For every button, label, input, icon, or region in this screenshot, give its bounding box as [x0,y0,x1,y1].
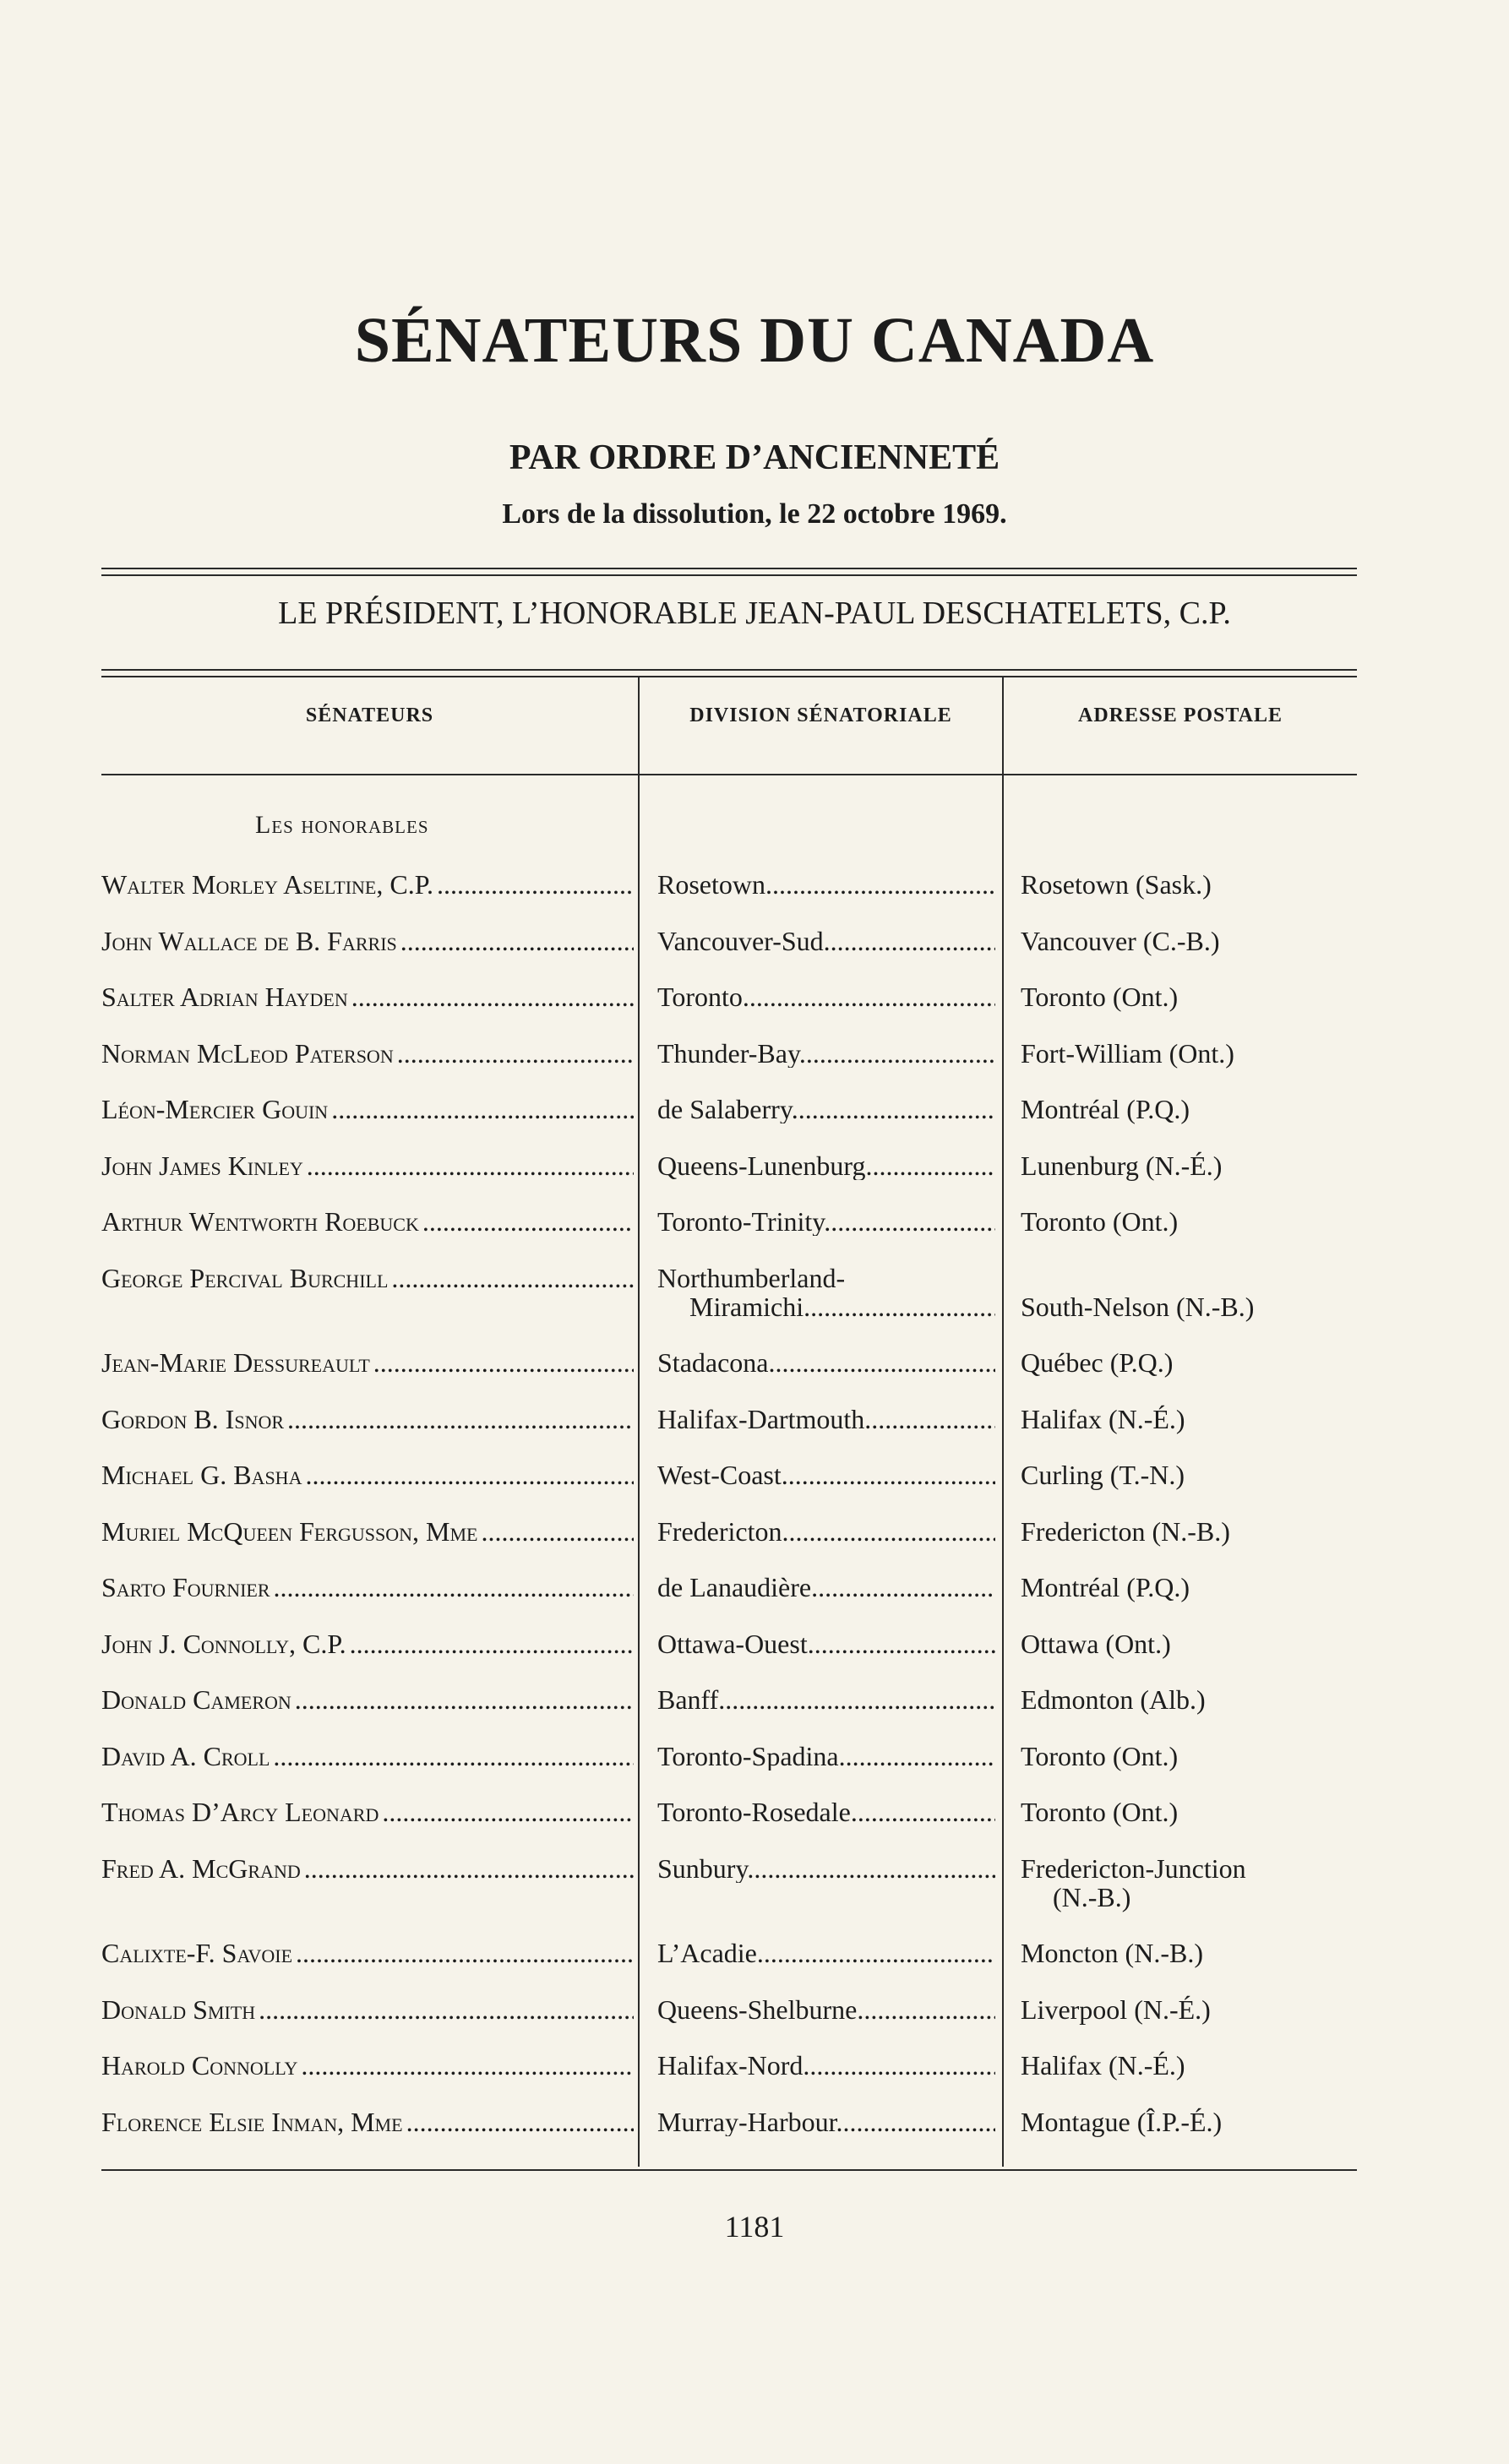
leader-dots [351,982,634,1011]
senator-name [101,1798,634,1826]
senatorial-division [657,1348,995,1377]
senator-name [101,1573,634,1602]
leader-dots [437,870,634,899]
postal-address [1021,1517,1359,1546]
leader-dots [274,1573,634,1602]
senator-name-text: Walter Morley Aseltine, C.P. [101,870,437,899]
senator-name [101,1039,634,1068]
postal-address [1021,1573,1359,1602]
senator-name [101,1095,634,1123]
leader-dots [824,1207,995,1236]
postal-address [1021,1742,1359,1770]
postal-address [1021,2108,1359,2136]
column-divider-2 [1002,676,1004,2167]
senatorial-division [657,2108,995,2136]
senatorial-division [657,1629,995,1658]
address-line-1: Liverpool (N.-É.) [1021,1994,1211,2025]
postal-address [1021,1039,1359,1068]
postal-address [1021,927,1359,955]
senator-name-text: Sarto Fournier [101,1573,274,1602]
address-line-1: Edmonton (Alb.) [1021,1684,1206,1715]
senator-name [101,1995,634,2024]
leader-dots [391,1264,634,1292]
senator-name-text: Léon-Mercier Gouin [101,1095,331,1123]
senatorial-division [657,1460,995,1489]
header-senateurs: SÉNATEURS [305,704,434,726]
senator-name [101,2051,634,2080]
division-text: Banff [657,1685,719,1714]
division-text: de Salaberry [657,1095,792,1123]
leader-dots [304,1854,634,1883]
leader-dots [747,1854,995,1883]
senator-name-text: Muriel McQueen Fergusson, Mme [101,1517,482,1546]
leader-dots [422,1207,634,1236]
header-adresse: ADRESSE POSTALE [1078,704,1283,726]
group-label: Les honorables [255,811,429,839]
senator-name-text: George Percival Burchill [101,1264,391,1292]
senator-name [101,2108,634,2136]
senator-name-text: Harold Connolly [101,2051,301,2080]
column-divider-1 [638,676,640,2167]
page-subtitle: PAR ORDRE D’ANCIENNETÉ [509,438,1000,477]
leader-dots [808,1629,995,1658]
division-text: Vancouver-Sud [657,926,824,955]
division-text: Toronto-Spadina [657,1741,839,1770]
address-line-1: Vancouver (C.-B.) [1021,925,1220,956]
leader-dots [836,2108,995,2136]
leader-dots [296,1939,634,1967]
address-line-1: Curling (T.-N.) [1021,1460,1185,1490]
postal-address [1021,1939,1359,1967]
leader-dots [799,1039,995,1068]
top-rule-2 [101,574,1357,576]
leader-dots [718,1685,995,1714]
leader-dots [803,2051,995,2080]
senator-name [101,1685,634,1714]
senator-name-text: Calixte-F. Savoie [101,1939,296,1967]
leader-dots [804,1292,995,1321]
header-division: DIVISION SÉNATORIALE [689,704,952,726]
senatorial-division [657,1151,995,1180]
division-text: Rosetown [657,870,765,899]
postal-address [1021,1151,1359,1180]
senatorial-division [657,1742,995,1770]
table-bottom-rule [101,2169,1357,2171]
senator-name [101,1264,634,1292]
senatorial-division [657,1854,995,1883]
senatorial-division [657,870,995,899]
leader-dots [782,1517,996,1546]
dissolution-date: Lors de la dissolution, le 22 octobre 1969. [502,498,1007,530]
senator-name [101,927,634,955]
leader-dots [769,1348,996,1377]
senatorial-division [657,1517,995,1546]
senator-name [101,1939,634,1967]
leader-dots [373,1348,634,1377]
senatorial-division [657,1995,995,2024]
leader-dots [307,1151,634,1180]
division-line-1: Northumberland- [657,1262,846,1293]
senator-name-text: Fred A. McGrand [101,1854,304,1883]
senator-name [101,1151,634,1180]
senatorial-division [657,1264,995,1321]
leader-dots [397,1039,634,1068]
address-line-1: Fredericton-Junction [1021,1852,1246,1884]
senatorial-division [657,982,995,1011]
address-line-1: Rosetown (Sask.) [1021,869,1212,900]
leader-dots [851,1798,995,1826]
address-line-1: Toronto (Ont.) [1021,1206,1179,1237]
leader-dots [301,2051,634,2080]
senatorial-division [657,1039,995,1068]
address-line-1: Toronto (Ont.) [1021,982,1179,1012]
table-top-rule-2 [101,676,1357,677]
senator-name-text: John Wallace de B. Farris [101,927,400,955]
leader-dots [400,927,634,955]
page-number: 1181 [724,2210,785,2244]
senatorial-division [657,1685,995,1714]
page-title: SÉNATEURS DU CANADA [354,305,1155,376]
leader-dots [287,1405,634,1433]
postal-address [1021,2051,1359,2080]
senatorial-division [657,1095,995,1123]
division-text: Toronto-Trinity [657,1207,825,1236]
senator-name [101,1405,634,1433]
senator-name-text: Thomas D’Arcy Leonard [101,1798,382,1826]
senator-name [101,1629,634,1658]
address-line-1: Toronto (Ont.) [1021,1797,1179,1827]
division-text: Ottawa-Ouest [657,1629,808,1658]
senator-name-text: Arthur Wentworth Roebuck [101,1207,422,1236]
division-text: de Lanaudière [657,1573,812,1602]
senator-name [101,870,634,899]
senator-name-text: Jean-Marie Dessureault [101,1348,373,1377]
leader-dots [857,1995,995,2024]
senatorial-division [657,1798,995,1826]
senatorial-division [657,927,995,955]
division-text: Thunder-Bay [657,1038,799,1068]
senator-name-text: John James Kinley [101,1151,307,1180]
division-text: Murray-Harbour [657,2107,836,2136]
postal-address [1021,1405,1359,1433]
postal-address [1021,982,1359,1011]
senator-name-text: Michael G. Basha [101,1460,305,1489]
address-line-1: Montague (Î.P.-É.) [1021,2106,1223,2137]
division-text: Halifax-Nord [657,2051,804,2080]
address-line-1: Lunenburg (N.-É.) [1021,1150,1223,1181]
president-line: LE PRÉSIDENT, L’HONORABLE JEAN-PAUL DESCHATELETS, C.P. [278,596,1231,631]
address-line-2: (N.-B.) [1053,1881,1131,1912]
header-rule [101,774,1357,775]
senator-name-text: John J. Connolly, C.P. [101,1629,350,1658]
senator-name-text: Donald Cameron [101,1685,295,1714]
leader-dots [757,1939,995,1967]
leader-dots [743,982,995,1011]
senator-name [101,1460,634,1489]
postal-address [1021,1207,1359,1236]
senator-name-text: Donald Smith [101,1995,259,2024]
division-text: Queens-Shelburne [657,1994,858,2024]
address-line-1: Ottawa (Ont.) [1021,1628,1171,1659]
address-line-1: South-Nelson (N.-B.) [1021,1291,1255,1322]
address-line-1: Fredericton (N.-B.) [1021,1515,1230,1547]
senatorial-division [657,1207,995,1236]
address-line-1: Montréal (P.Q.) [1021,1572,1190,1602]
postal-address [1021,1629,1359,1658]
senatorial-division [657,1405,995,1433]
leader-dots [864,1405,995,1433]
leader-dots [482,1517,635,1546]
leader-dots [406,2108,634,2136]
leader-dots [811,1573,995,1602]
senatorial-division [657,1939,995,1967]
senator-name [101,1742,634,1770]
senator-name-text: Norman McLeod Paterson [101,1039,397,1068]
senatorial-division [657,1573,995,1602]
senator-name-text: David A. Croll [101,1742,273,1770]
postal-address [1021,1798,1359,1826]
senatorial-division [657,2051,995,2080]
leader-dots [382,1798,634,1826]
leader-dots [765,870,995,899]
postal-address [1021,1292,1359,1321]
division-text: Stadacona [657,1348,769,1377]
senator-name [101,982,634,1011]
address-line-1: Montréal (P.Q.) [1021,1094,1190,1124]
division-text: Halifax-Dartmouth [657,1404,865,1433]
leader-dots [792,1095,995,1123]
senator-name [101,1854,634,1883]
postal-address [1021,1460,1359,1489]
division-text: Fredericton [657,1516,782,1546]
senator-name [101,1517,634,1546]
leader-dots [331,1095,634,1123]
division-text: West-Coast [657,1460,782,1489]
postal-address [1021,1854,1359,1912]
address-line-1: Moncton (N.-B.) [1021,1938,1203,1968]
division-text: Queens-Lunenburg [657,1150,866,1180]
senator-name [101,1348,634,1377]
leader-dots [782,1460,995,1489]
senator-name-text: Salter Adrian Hayden [101,982,351,1011]
postal-address [1021,1685,1359,1714]
leader-dots [259,1995,634,2024]
leader-dots [305,1460,634,1489]
address-line-1: Halifax (N.-É.) [1021,2050,1185,2081]
leader-dots [350,1629,634,1658]
leader-dots [839,1742,995,1770]
postal-address [1021,1348,1359,1377]
leader-dots [865,1151,995,1180]
address-line-1: Québec (P.Q.) [1021,1347,1174,1378]
leader-dots [824,927,995,955]
division-text: Sunbury [657,1853,748,1883]
postal-address [1021,870,1359,899]
table-top-rule-1 [101,669,1357,671]
division-text: Toronto [657,982,743,1011]
leader-dots [295,1685,634,1714]
address-line-1: Fort-William (Ont.) [1021,1037,1234,1069]
division-text: Toronto-Rosedale [657,1798,851,1826]
division-text: L’Acadie [657,1939,757,1967]
senator-name [101,1207,634,1236]
division-line-2: Miramichi [689,1292,804,1321]
top-rule-1 [101,568,1357,569]
postal-address [1021,1095,1359,1123]
postal-address [1021,1995,1359,2024]
senator-name-text: Gordon B. Isnor [101,1405,287,1433]
senator-name-text: Florence Elsie Inman, Mme [101,2108,406,2136]
address-line-1: Toronto (Ont.) [1021,1740,1179,1771]
leader-dots [273,1742,634,1770]
address-line-1: Halifax (N.-É.) [1021,1403,1185,1434]
